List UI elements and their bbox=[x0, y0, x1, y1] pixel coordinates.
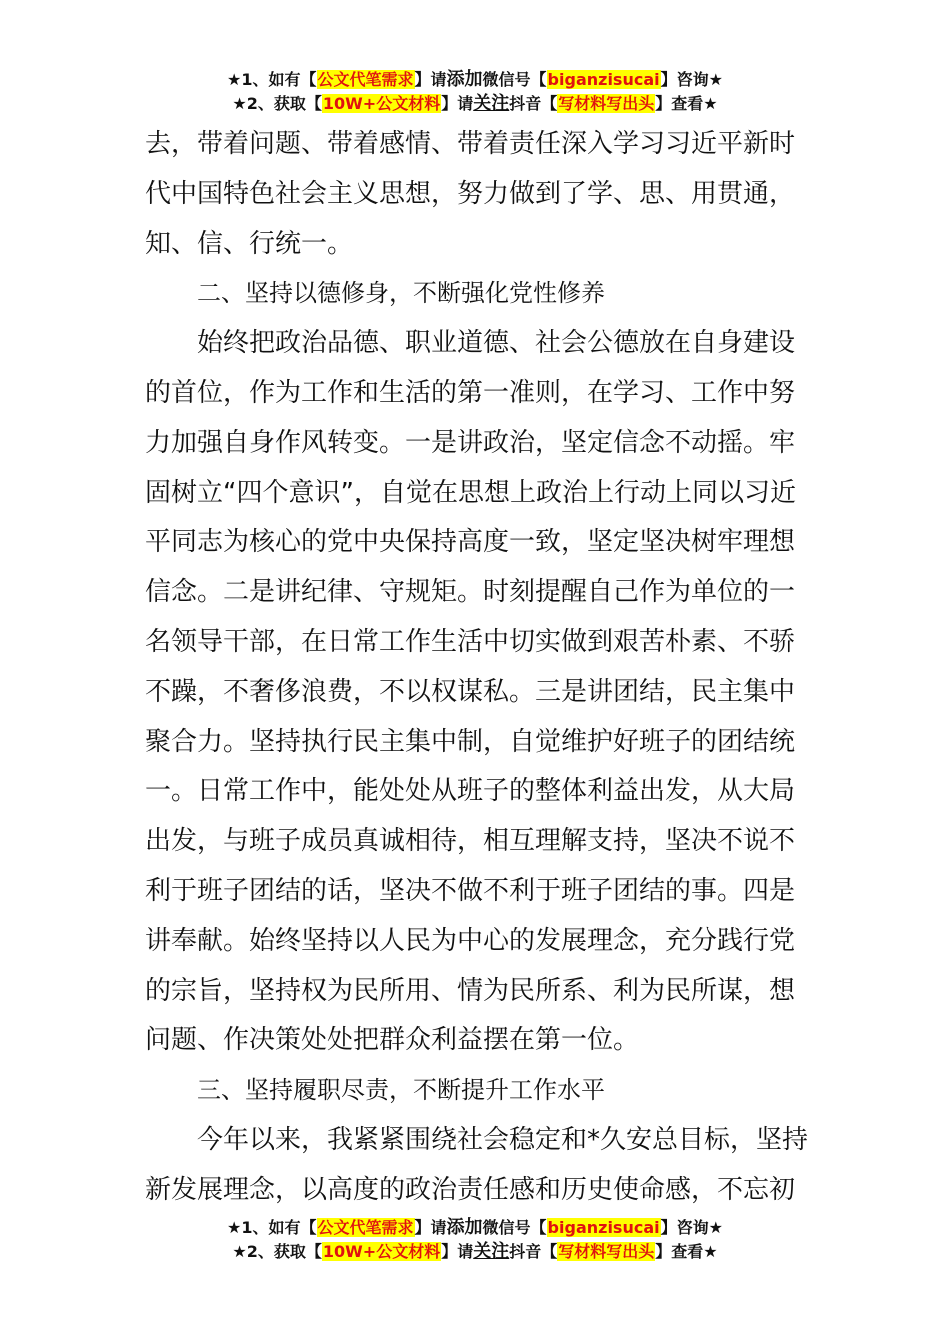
highlight-douyin: 写材料写出头 bbox=[558, 1242, 655, 1261]
banner-text: 】查看★ bbox=[655, 1242, 718, 1261]
highlight-douyin: 写材料写出头 bbox=[558, 94, 655, 113]
banner-text: 1、如有【 bbox=[241, 70, 317, 89]
banner-line-1 bbox=[0, 68, 950, 92]
highlight-wechat-id: biganzisucai bbox=[547, 1218, 660, 1237]
banner-emphasis: 关注 bbox=[473, 1241, 510, 1262]
banner-emphasis: 添加 bbox=[446, 69, 483, 90]
paragraph: 始终把政治品德、职业道德、社会公德放在自身建设的首位，作为工作和生活的第一准则，在学习、工作中努力加强自身作风转变。一是讲政治，坚定信念不动摇。牢固树立“四个意识”，自觉在思想上政治上行动上同以习近平同志为核心的党中央保持高度一致，坚定坚决树牢理想信念。二是讲纪律、守规矩。时刻提醒自己作为单位的一名领导干部，在日常工作生活中切实做到艰苦朴素、不骄不躁，不奢侈浪费，不以权谋私。三是讲团结，民主集中聚合力。坚持执行民主集中制，自觉维护好班子的团结统一。日常工作中，能处处从班子的整体利益出发，从大局出发，与班子成员真诚相待，相互理解支持，坚决不说不利于班子团结的话，坚决不做不利于班子团结的事。四是讲奉献。始终坚持以人民为中心的发展理念，充分践行党的宗旨，坚持权为民所用、情为民所系、利为民所谋，想问题、作决策处处把群众利益摆在第一位。 bbox=[145, 328, 796, 1056]
banner-text: 】请 bbox=[441, 1242, 474, 1261]
section-heading: 二、坚持以德修身，不断强化党性修养 bbox=[197, 279, 605, 308]
banner-line-2 bbox=[0, 1240, 950, 1264]
highlight-materials: 10W+公文材料 bbox=[322, 1242, 441, 1261]
banner-emphasis: 添加 bbox=[446, 1217, 483, 1238]
banner-text: 】查看★ bbox=[655, 94, 718, 113]
banner-line-1 bbox=[0, 1216, 950, 1240]
banner-text: 】请 bbox=[441, 94, 474, 113]
highlight-service: 公文代笔需求 bbox=[317, 70, 414, 89]
banner-text: 】请 bbox=[414, 1218, 447, 1237]
highlight-service: 公文代笔需求 bbox=[317, 1218, 414, 1237]
paragraph: 今年以来，我紧紧围绕社会稳定和*久安总目标，坚持新发展理念，以高度的政治责任感和历史使命感，不忘初 bbox=[145, 1124, 809, 1205]
section-heading: 三、坚持履职尽责，不断提升工作水平 bbox=[197, 1076, 605, 1105]
banner-text: 】咨询★ bbox=[660, 70, 723, 89]
banner-text: 微信号【 bbox=[482, 1218, 547, 1237]
banner-text: 1、如有【 bbox=[241, 1218, 317, 1237]
banner-text: 抖音【 bbox=[509, 94, 558, 113]
highlight-materials: 10W+公文材料 bbox=[322, 94, 441, 113]
banner-text: 】咨询★ bbox=[660, 1218, 723, 1237]
paragraph: 去，带着问题、带着感情、带着责任深入学习习近平新时代中国特色社会主义思想，努力做到了学、思、用贯通，知、信、行统一。 bbox=[145, 129, 796, 259]
star-icon: ★ bbox=[227, 1218, 242, 1237]
banner-text: 抖音【 bbox=[509, 1242, 558, 1261]
document-body bbox=[145, 120, 810, 1216]
star-icon: ★ bbox=[232, 94, 247, 113]
banner-text: 2、获取【 bbox=[246, 1242, 322, 1261]
banner-text: 2、获取【 bbox=[246, 94, 322, 113]
footer-banner bbox=[0, 1216, 950, 1264]
banner-emphasis: 关注 bbox=[473, 93, 510, 114]
banner-text: 微信号【 bbox=[482, 70, 547, 89]
banner-line-2 bbox=[0, 92, 950, 116]
header-banner bbox=[0, 68, 950, 116]
highlight-wechat-id: biganzisucai bbox=[547, 70, 660, 89]
banner-text: 】请 bbox=[414, 70, 447, 89]
star-icon: ★ bbox=[227, 70, 242, 89]
star-icon: ★ bbox=[232, 1242, 247, 1261]
